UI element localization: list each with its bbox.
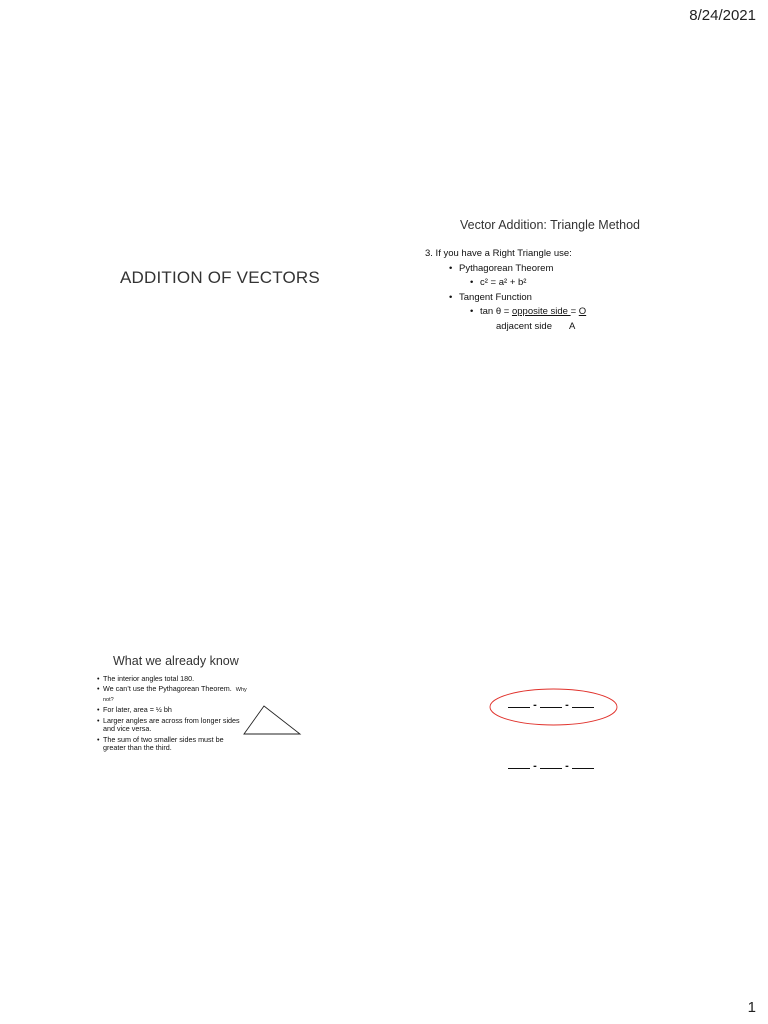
separator: - xyxy=(533,699,537,711)
blank-line xyxy=(508,697,530,708)
list-item: • The interior angles total 180. xyxy=(97,675,247,684)
pythagorean-label: Pythagorean Theorem xyxy=(459,262,554,274)
tan-denominator-line xyxy=(425,320,665,335)
blank-line xyxy=(572,697,594,708)
bullet-icon: • xyxy=(449,262,453,274)
list-item-text: We can’t use the Pythagorean Theorem. xyxy=(103,684,232,694)
separator: - xyxy=(565,760,569,772)
tan-numerator: opposite side xyxy=(511,306,571,317)
pyth-formula: c² = a² + b² xyxy=(480,277,527,288)
item-3-line: 3. If you have a Right Triangle use: xyxy=(425,248,572,259)
blank-line xyxy=(572,758,594,769)
separator: - xyxy=(533,760,537,772)
blank-line xyxy=(540,697,562,708)
slide1-title: ADDITION OF VECTORS xyxy=(120,268,320,287)
bullet-icon: • xyxy=(470,306,474,317)
why-not-note: Why not? xyxy=(103,687,247,703)
list-item: • Larger angles are across from longer sides and vice versa. xyxy=(97,717,247,734)
slide2-title: Vector Addition: Triangle Method xyxy=(460,218,640,232)
list-item xyxy=(97,685,247,704)
blank-line xyxy=(540,758,562,769)
tan-denominator: adjacent side xyxy=(496,320,552,332)
slide2-body xyxy=(425,247,665,334)
blanks-row-circled xyxy=(508,697,594,711)
slide3-bullet-list xyxy=(97,675,247,755)
list-item: • For later, area = ½ bh xyxy=(97,706,247,715)
tan-prefix: tan θ = xyxy=(480,306,512,317)
bullet-icon: • xyxy=(449,291,453,303)
pyth-formula-bullet xyxy=(425,276,665,291)
list-item: • The sum of two smaller sides must be greater than the third. xyxy=(97,736,247,753)
page-number: 1 xyxy=(747,999,756,1016)
pythagorean-bullet xyxy=(425,262,665,277)
separator: - xyxy=(565,699,569,711)
tangent-label: Tangent Function xyxy=(459,291,532,303)
slide3-title: What we already know xyxy=(113,654,239,668)
tan-formula-bullet xyxy=(425,305,665,320)
blanks-row xyxy=(508,758,594,772)
bullet-icon: • xyxy=(470,277,474,288)
tan-a: A xyxy=(568,320,576,332)
tangent-bullet xyxy=(425,291,665,306)
tan-o: O xyxy=(578,306,587,317)
blank-line xyxy=(508,758,530,769)
print-date: 8/24/2021 xyxy=(689,7,756,24)
tan-equals: = xyxy=(570,306,579,317)
triangle-diagram xyxy=(240,700,304,740)
